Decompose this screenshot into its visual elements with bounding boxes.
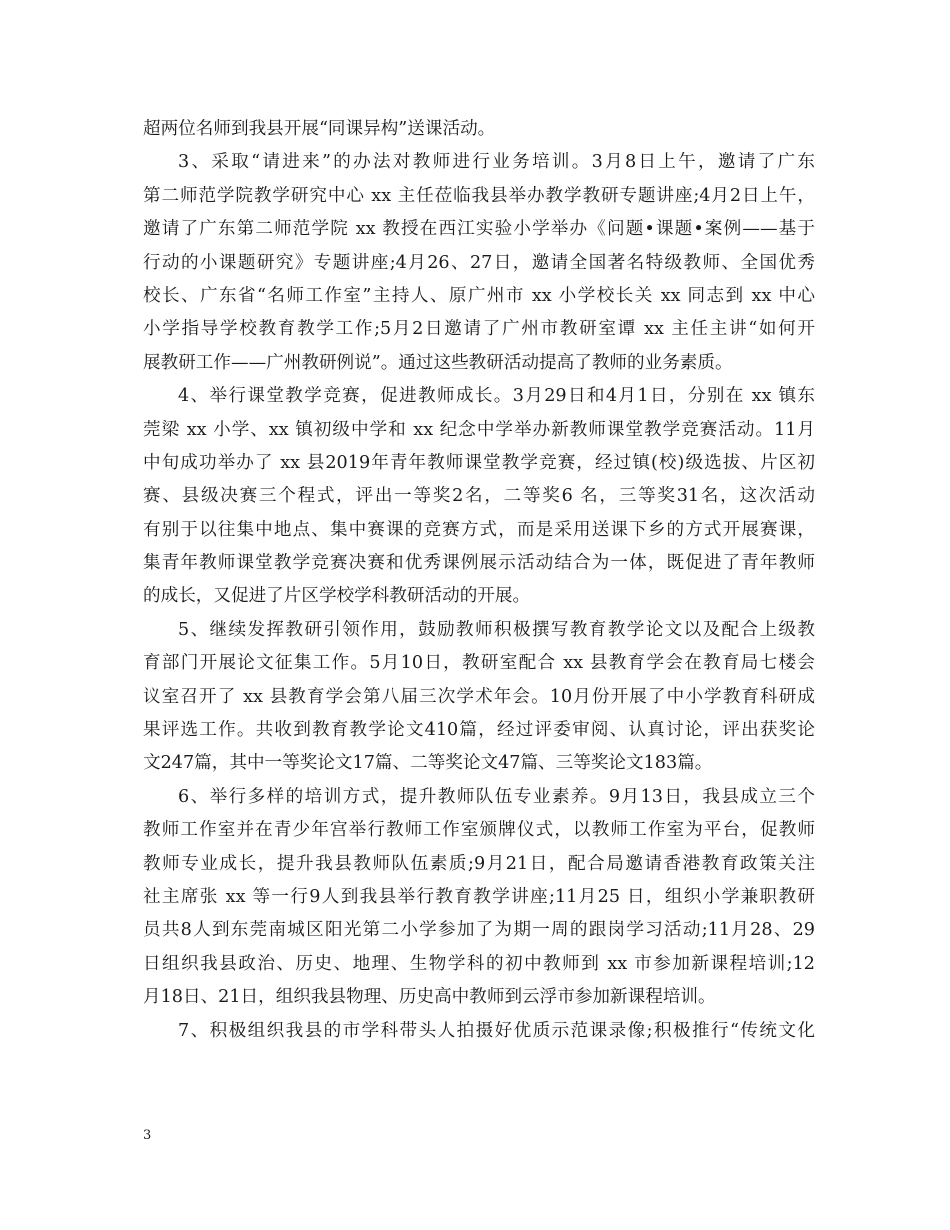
paragraph-continued — [143, 113, 815, 146]
text-line: 员共8人到东莞南城区阳光第二小学参加了为期一周的跟岗学习活动;11月28、29 — [143, 920, 815, 941]
text-line: 月18日、21日，组织我县物理、历史高中教师到云浮市参加新课程培训。 — [143, 987, 716, 1008]
text-line: 文247篇，其中一等奖论文17篇、二等奖论文47篇、三等奖论文183篇。 — [143, 753, 713, 774]
text-line: 邀请了广东第二师范学院 xx 教授在西江实验小学举办《问题•课题•案例——基于 — [143, 219, 815, 240]
text-line: 4、举行课堂教学竞赛，促进教师成长。3月29日和4月1日，分别在 xx 镇东 — [178, 386, 815, 407]
text-line: 社主席张 xx 等一行9人到我县举行教育教学讲座;11月25 日，组织小学兼职教研 — [143, 886, 815, 907]
paragraph-6-training-methods — [143, 781, 815, 1015]
paragraph-4-competition — [143, 380, 815, 614]
text-line: 莞梁 xx 小学、xx 镇初级中学和 xx 纪念中学举办新教师课堂教学竞赛活动。11月 — [143, 419, 815, 440]
text-line: 果评选工作。共收到教育教学论文410篇，经过评委审阅、认真讨论，评出获奖论 — [143, 720, 815, 741]
text-line: 第二师范学院教学研究中心 xx 主任莅临我县举办教学教研专题讲座;4月2日上午， — [143, 185, 815, 206]
text-line: 集青年教师课堂教学竞赛决赛和优秀课例展示活动结合为一体，既促进了青年教师 — [143, 553, 815, 574]
text-line: 教师专业成长，提升我县教师队伍素质;9月21日，配合局邀请香港教育政策关注 — [143, 853, 815, 874]
text-line: 行动的小课题研究》专题讲座;4月26、27日，邀请全国著名特级教师、全国优秀 — [143, 252, 815, 273]
text-line: 3、采取“请进来”的办法对教师进行业务培训。3月8日上午，邀请了广东 — [178, 152, 815, 173]
page-number: 3 — [143, 1128, 152, 1143]
text-line: 小学指导学校教育教学工作;5月2日邀请了广州市教研室谭 xx 主任主讲“如何开 — [143, 319, 815, 340]
paragraph-5-papers — [143, 614, 815, 781]
text-line: 超两位名师到我县开展“同课异构”送课活动。 — [143, 119, 496, 139]
text-line: 育部门开展论文征集工作。5月10日，教研室配合 xx 县教育学会在教育局七楼会 — [143, 653, 815, 674]
text-line: 中旬成功举办了 xx 县2019年青年教师课堂教学竞赛，经过镇(校)级选拔、片区初 — [143, 452, 815, 473]
text-line: 教师工作室并在青少年宫举行教师工作室颁牌仪式，以教师工作室为平台，促教师 — [143, 820, 815, 841]
text-line: 日组织我县政治、历史、地理、生物学科的初中教师到 xx 市参加新课程培训;12 — [143, 953, 815, 974]
text-line: 议室召开了 xx 县教育学会第八届三次学术年会。10月份开展了中小学教育科研成 — [143, 686, 815, 707]
text-line: 赛、县级决赛三个程式，评出一等奖2名，二等奖6 名，三等奖31名，这次活动 — [143, 486, 815, 507]
text-line: 校长、广东省“名师工作室”主持人、原广州市 xx 小学校长关 xx 同志到 xx 中心 — [143, 285, 815, 306]
text-line: 6、举行多样的培训方式，提升教师队伍专业素养。9月13日，我县成立三个 — [178, 786, 815, 807]
text-line: 展教研工作——广州教研例说”。通过这些教研活动提高了教师的业务素质。 — [143, 352, 733, 373]
text-line: 的成长，又促进了片区学校学科教研活动的开展。 — [143, 586, 531, 607]
paragraph-3-training — [143, 146, 815, 380]
paragraph-7-demo-lessons — [143, 1015, 815, 1048]
text-line: 7、积极组织我县的市学科带头人拍摄好优质示范课录像;积极推行“传统文化 — [178, 1020, 815, 1041]
document-body — [143, 113, 815, 1048]
text-line: 有别于以往集中地点、集中赛课的竞赛方式，而是采用送课下乡的方式开展赛课， — [143, 519, 815, 540]
text-line: 5、继续发挥教研引领作用，鼓励教师积极撰写教育教学论文以及配合上级教 — [178, 619, 815, 640]
